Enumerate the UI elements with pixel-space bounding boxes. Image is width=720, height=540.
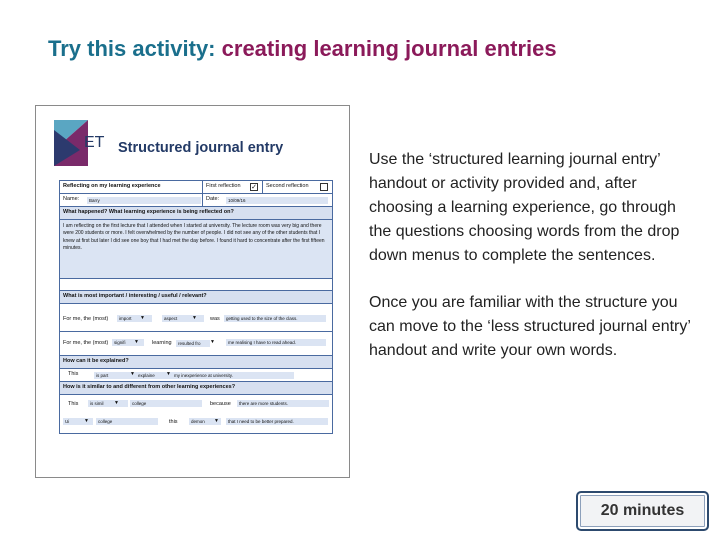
sentence-3-this: This	[68, 371, 79, 377]
chevron-down-icon: ▼	[114, 400, 119, 406]
timer-badge	[576, 491, 709, 531]
question-explained: How can it be explained?	[60, 356, 332, 369]
form-row-sentence-1	[60, 304, 332, 332]
question-most-important: What is most important / interesting / useful / relevant?	[60, 291, 332, 304]
sentence-1-dropdown-2[interactable]: aspect	[162, 315, 204, 322]
date-label: Date:	[206, 196, 220, 202]
sentence-4-because: because	[210, 401, 231, 407]
title-topic: creating learning journal entries	[221, 36, 557, 61]
chevron-down-icon: ▼	[214, 418, 219, 424]
handout-heading: Structured journal entry	[118, 140, 284, 156]
sentence-2-dropdown-2[interactable]: resulted fro	[176, 340, 210, 347]
chevron-down-icon: ▼	[84, 418, 89, 424]
instructions	[369, 148, 699, 386]
sentence-4-this: This	[68, 401, 79, 407]
answer-text[interactable]: I am reflecting on the first lecture that I attended when I started at university. The lecture room was very big and there were 200 students or more. I felt overwhelmed by the number of people. I did not see any of the other students that I knew at first but later I did see one boy that I had met the day before. I found it hard to concentrate after the first fifteen minutes.	[60, 220, 332, 278]
form-spacer	[60, 279, 332, 291]
sentence-1-text[interactable]: getting used to the size of the class.	[224, 315, 326, 322]
instruction-paragraph-1: Use the ‘structured learning journal entry’ handout or activity provided and, after choosing a learning experience, go through the questions choosing words from the drop down menus to complete the sentences.	[369, 151, 680, 264]
sentence-5-dropdown-1[interactable]: Ui	[63, 418, 93, 425]
sentence-2-learning: learning	[152, 340, 172, 346]
sentence-5-text[interactable]: that I need to be better prepared.	[226, 418, 328, 425]
chevron-down-icon: ▼	[134, 339, 139, 345]
name-field[interactable]: Barry	[87, 197, 201, 204]
timer-label: 20 minutes	[600, 502, 685, 519]
date-field[interactable]: 10/09/16	[226, 197, 328, 204]
second-reflection-label: Second reflection	[266, 183, 309, 189]
handout-image	[35, 105, 350, 478]
question-similar: How is it similar to and different from other learning experiences?	[60, 382, 332, 395]
sentence-5-college[interactable]: college	[96, 418, 158, 425]
reflecting-label: Reflecting on my learning experience	[63, 183, 161, 189]
form-row-name	[60, 194, 332, 207]
slide-title	[48, 36, 557, 62]
journal-form	[59, 180, 333, 434]
second-reflection-checkbox[interactable]	[320, 183, 328, 191]
sentence-3-dropdown-1[interactable]: is part	[94, 372, 136, 379]
sentence-2-prefix: For me, the (most)	[63, 340, 109, 346]
sentence-4-college[interactable]: college	[130, 400, 202, 407]
sentence-2-dropdown-1[interactable]: signifi	[112, 339, 144, 346]
sentence-1-dropdown-1[interactable]: import	[117, 315, 152, 322]
sentence-5-this: this	[169, 419, 178, 425]
logo-text: ET	[84, 134, 105, 151]
sentence-3-text[interactable]: my inexperience at university.	[172, 372, 294, 379]
name-label: Name:	[63, 196, 80, 202]
sentence-1-was: was	[210, 316, 220, 322]
form-row-sentence-4-5	[60, 395, 332, 433]
form-row-sentence-3	[60, 369, 332, 382]
form-row-answer	[60, 220, 332, 279]
sentence-2-text[interactable]: me realising I have to read ahead.	[226, 339, 326, 346]
chevron-down-icon: ▼	[166, 371, 171, 377]
chevron-down-icon: ▼	[192, 315, 197, 321]
form-row-sentence-2	[60, 332, 332, 356]
first-reflection-checkbox[interactable]: ✓	[251, 184, 257, 191]
first-reflection-label: First reflection	[206, 183, 241, 189]
sentence-4-text[interactable]: there are more students.	[237, 400, 329, 407]
chevron-down-icon: ▼	[140, 315, 145, 321]
chevron-down-icon: ▼	[130, 371, 135, 377]
sentence-3-dropdown-2[interactable]: explaine	[136, 372, 172, 379]
sentence-5-dropdown-2[interactable]: demon	[189, 418, 221, 425]
chevron-down-icon: ▼	[210, 339, 215, 345]
question-what-happened: What happened? What learning experience is being reflected on?	[60, 207, 332, 220]
instruction-paragraph-2: Once you are familiar with the structure you can move to the ‘less structured journal entry’ handout and write your own words.	[369, 294, 691, 359]
sentence-4-dropdown[interactable]: is simil	[88, 400, 128, 407]
sentence-1-prefix: For me, the (most)	[63, 316, 109, 322]
form-row-reflecting	[60, 181, 332, 194]
title-prefix: Try this activity:	[48, 36, 216, 61]
